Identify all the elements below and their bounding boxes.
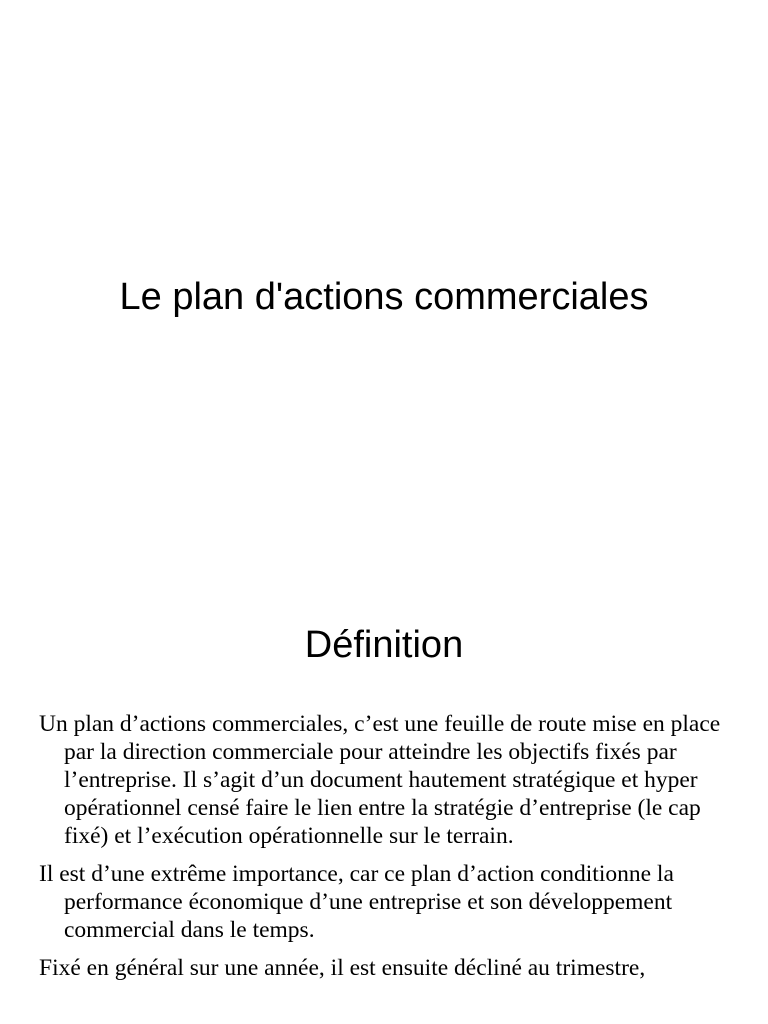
timeframe-paragraph: Fixé en général sur une année, il est ensuite décliné au trimestre,: [39, 955, 646, 981]
definition-slide: [0, 576, 768, 1024]
definition-heading: Définition: [304, 624, 464, 666]
importance-paragraph: Il est d’une extrême importance, car ce plan d’action conditionne la performance économique d’une entreprise et son développement commercial dans le temps.: [39, 861, 674, 943]
slide-title: Le plan d'actions commerciales: [119, 276, 649, 318]
definition-paragraph: Un plan d’actions commerciales, c’est une feuille de route mise en place par la direction commerciale pour atteindre les objectifs fixés par l’entreprise. Il s’agit d’un document hautement stratégique et hyper opérationnel censé faire le lien entre la stratégie d’entreprise (le cap fixé) et l’exécution opérationnelle sur le terrain.: [39, 711, 721, 849]
definition-body: [39, 710, 729, 992]
